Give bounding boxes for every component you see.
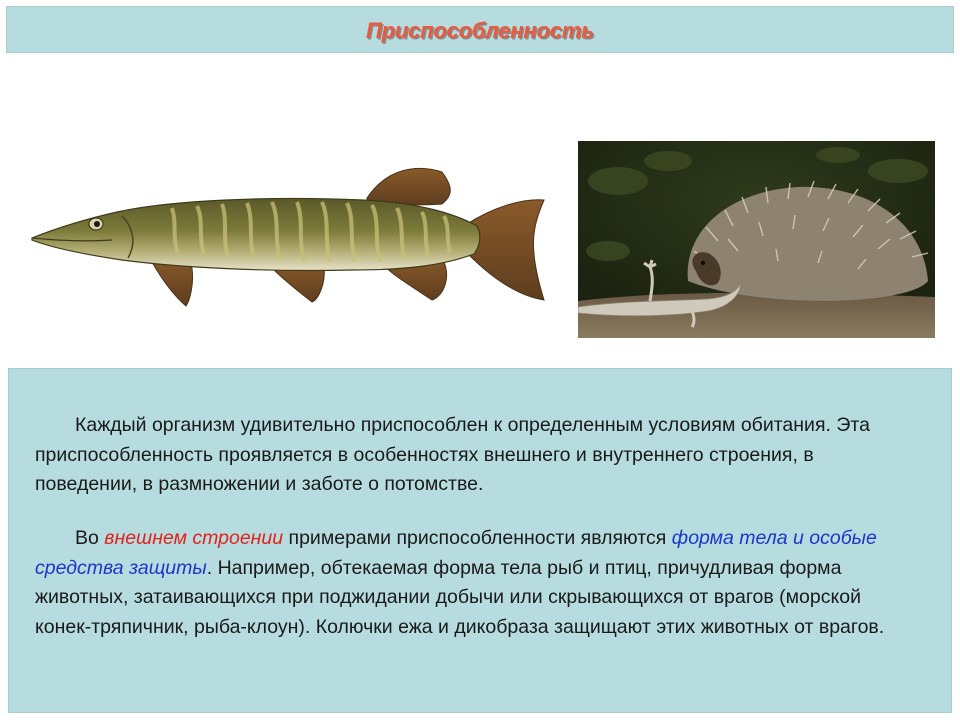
slide-title: Приспособленность <box>366 18 594 43</box>
paragraph2-middle: примерами приспособленности являются <box>283 527 672 549</box>
text-panel <box>8 368 952 713</box>
pike-fish-image <box>22 128 548 346</box>
paragraph2-lead: Во <box>75 527 105 549</box>
hedgehog-lizard-image <box>578 141 935 338</box>
title-bar <box>6 6 954 53</box>
highlight-external-structure: внешнем строении <box>104 527 284 549</box>
highlight-body-shape-defense: форма тела и особые средства защиты <box>35 527 877 579</box>
paragraph2-tail: . Например, обтекаемая форма тела рыб и птиц, причудливая форма животных, затаивающихся при поджидании добычи или скрывающихся от врагов (морской конек-тряпичник, рыба-клоун). Колючки ежа и дикобраза защищают этих животных от врагов. <box>35 556 885 638</box>
paragraph-external-structure <box>35 524 895 642</box>
paragraph-adaptation-intro: Каждый организм удивительно приспособлен к определенным условиям обитания. Эта приспособленность проявляется в особенностях внешнего и внутреннего строения, в поведении, в размножении и заботе о потомстве. <box>35 414 870 495</box>
